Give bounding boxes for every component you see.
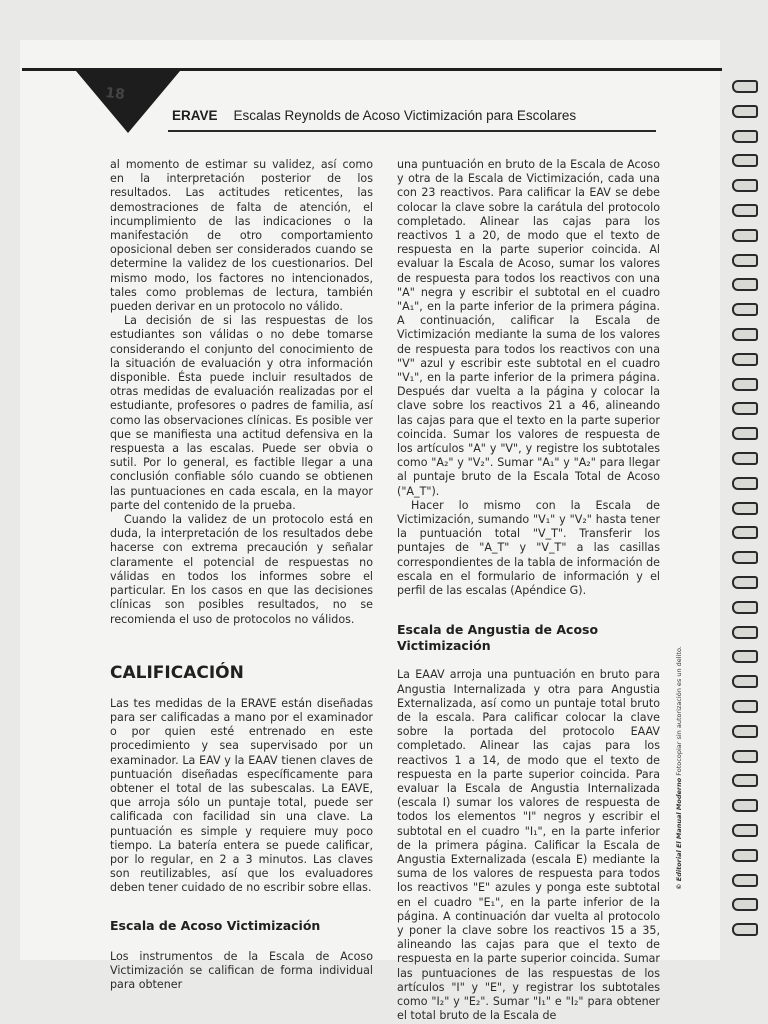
spiral-ring [732, 80, 758, 93]
spiral-ring [732, 378, 758, 391]
spiral-ring [732, 427, 758, 440]
spiral-ring [732, 551, 758, 564]
paragraph: al momento de estimar su validez, así como en la interpretación posterior de los resultados. Las actitudes reticentes, las demostraciones de falta de atención, el incumplimiento de las indicaciones o la manifestación de otro comportamiento oposicional deben ser considerados cuando se determine la validez de los cuestionarios. Del mismo modo, los factores no intencionados, tales como problemas de lectura, también pueden derivar en un protocolo no válido. [110, 158, 373, 314]
spiral-ring [732, 576, 758, 589]
header-title: Escalas Reynolds de Acoso Victimización para Escolares [233, 108, 577, 123]
left-column [110, 158, 373, 992]
paragraph: La EAAV arroja una puntuación en bruto para Angustia Internalizada y otra para Angustia Externalizada, así como un puntaje total bruto de la escala. Para calificar colocar la clave sobre la portada del protocolo EAAV completado. Alinear las cajas para los reactivos 1 a 14, de modo que el texto de respuesta en la parte superior coincida. Para evaluar la Escala de Angustia Internalizada (escala I) sumar los valores de respuesta de todos los elementos "I" negros y escribir el subtotal en el cuadro "I₁", en la parte inferior de la primera página. Calificar la Escala de Angustia Externalizada (escala E) mediante la suma de los valores de respuesta para todos los reactivos "E" azules y ponga este subtotal en el cuadro "E₁", en la parte inferior de la página. A continuación dar vuelta al protocolo y poner la clave sobre los reactivos 15 a 35, alineando las cajas para que el texto de respuesta en la parte superior coincida. Sumar las puntuaciones de las respuestas de los artículos "I" y "E", y registrar los subtotales como "I₂" y "E₂". Sumar "I₁" e "I₂" para obtener el total bruto de la Escala de [397, 668, 660, 1023]
page-number: 18 [104, 85, 126, 103]
spiral-ring [732, 898, 758, 911]
spiral-ring [732, 477, 758, 490]
spiral-ring [732, 254, 758, 267]
spiral-ring [732, 303, 758, 316]
spiral-ring [732, 204, 758, 217]
spiral-ring [732, 675, 758, 688]
spiral-ring [732, 849, 758, 862]
spiral-ring [732, 105, 758, 118]
spiral-ring [732, 502, 758, 515]
header-brand: ERAVE [172, 108, 218, 123]
paragraph: Cuando la validez de un protocolo está en duda, la interpretación de los resultados debe hacerse con extrema precaución y señalar claramente el potencial de respuestas no válidas en todos los informes sobre el particular. En los casos en que las decisiones clínicas son posibles resultados, no se recomienda el uso de protocolos no válidos. [110, 513, 373, 626]
paragraph: La decisión de si las respuestas de los estudiantes son válidas o no debe tomarse considerando el conjunto del conocimiento de la situación de evaluación y otra información disponible. Ésta puede incluir resultados de otras medidas de evaluación realizadas por el estudiante, profesores o padres de familia, así como las observaciones clínicas. Es posible ver que se manifiesta una actitud defensiva en la respuesta a las escalas. Puede ser obvia o sutil. Por lo general, es factible llegar a una conclusión confiable sólo cuando se obtienen las puntuaciones en cada escala, en la mayor parte del contenido de la prueba. [110, 314, 373, 512]
spiral-ring [732, 402, 758, 415]
spiral-ring [732, 874, 758, 887]
spiral-ring [732, 650, 758, 663]
running-header [172, 108, 576, 123]
spiral-ring [732, 626, 758, 639]
right-column [397, 158, 660, 1023]
paragraph: una puntuación en bruto de la Escala de Acoso y otra de la Escala de Victimización, cada una con 23 reactivos. Para calificar la EAV se debe colocar la clave sobre la carátula del protocolo completado. Alinear las cajas para los reactivos 1 a 20, de modo que el texto de respuesta en la parte superior coincida. Al evaluar la Escala de Acoso, sumar los valores de respuesta para todos los reactivos con una "A" negra y escribir el subtotal en el cuadro "A₁", en la parte inferior de la primera página. A continuación, calificar la Escala de Victimización mediante la suma de los valores de respuesta para todos los reactivos con una "V" azul y escribir este subtotal en el cuadro "V₁", en la parte inferior de la primera página. Después dar vuelta a la página y colocar la clave sobre los reactivos 21 a 46, alineando las cajas para que el texto en la parte superior coincida. Sumar los valores de respuesta de los artículos "A" y "V", y registre los subtotales como "A₂" y "V₂". Sumar "A₁" y "A₂" para llegar al puntaje bruto de la Escala Total de Acoso ("A_T"). [397, 158, 660, 498]
section-title: CALIFICACIÓN [110, 662, 244, 683]
spiral-ring [732, 799, 758, 812]
publisher: © Editorial El Manual Moderno [675, 777, 683, 890]
spiral-ring [732, 824, 758, 837]
header-rule [168, 130, 656, 132]
spiral-ring [732, 229, 758, 242]
subsection-title: Escala de Acoso Victimización [110, 917, 321, 933]
copyright-notice [675, 646, 683, 890]
paragraph: Hacer lo mismo con la Escala de Victimización, sumando "V₁" y "V₂" hasta tener la puntuación total "V_T". Transferir los puntajes de "A_T" y "V_T" a las casillas correspondientes de la tabla de información de escala en el formulario de información y el perfil de las escalas (Apéndice G). [397, 498, 660, 598]
spiral-ring [732, 179, 758, 192]
paragraph: Los instrumentos de la Escala de Acoso Victimización se califican de forma individual para obtener [110, 949, 373, 991]
spiral-ring [732, 328, 758, 341]
spiral-ring [732, 130, 758, 143]
spiral-ring [732, 154, 758, 167]
spiral-ring [732, 526, 758, 539]
spiral-ring [732, 278, 758, 291]
subsection-title: Escala de Angustia de Acoso Victimización [397, 622, 599, 654]
spiral-binding [728, 80, 768, 950]
notice: Fotocopiar sin autorización es un delito. [675, 646, 683, 776]
spiral-ring [732, 700, 758, 713]
spiral-ring [732, 452, 758, 465]
spiral-ring [732, 601, 758, 614]
spiral-ring [732, 923, 758, 936]
spiral-ring [732, 750, 758, 763]
spiral-ring [732, 774, 758, 787]
spiral-ring [732, 725, 758, 738]
spiral-ring [732, 353, 758, 366]
paragraph: Las tes medidas de la ERAVE están diseñadas para ser calificadas a mano por el examinador o por quien esté entrenado en este procedimiento y sea supervisado por un examinador. La EAV y la EAAV tienen claves de puntuación diseñadas específicamente para obtener el total de las subescalas. La EAVE, que arroja sólo un puntaje total, puede ser calificada con facilidad sin una clave. La puntuación es simple y requiere muy poco tiempo. La batería entera se puede calificar, por lo regular, en 2 a 3 minutos. Las claves son reutilizables, así que los evaluadores deben tener cuidado de no escribir sobre ellas. [110, 696, 373, 895]
